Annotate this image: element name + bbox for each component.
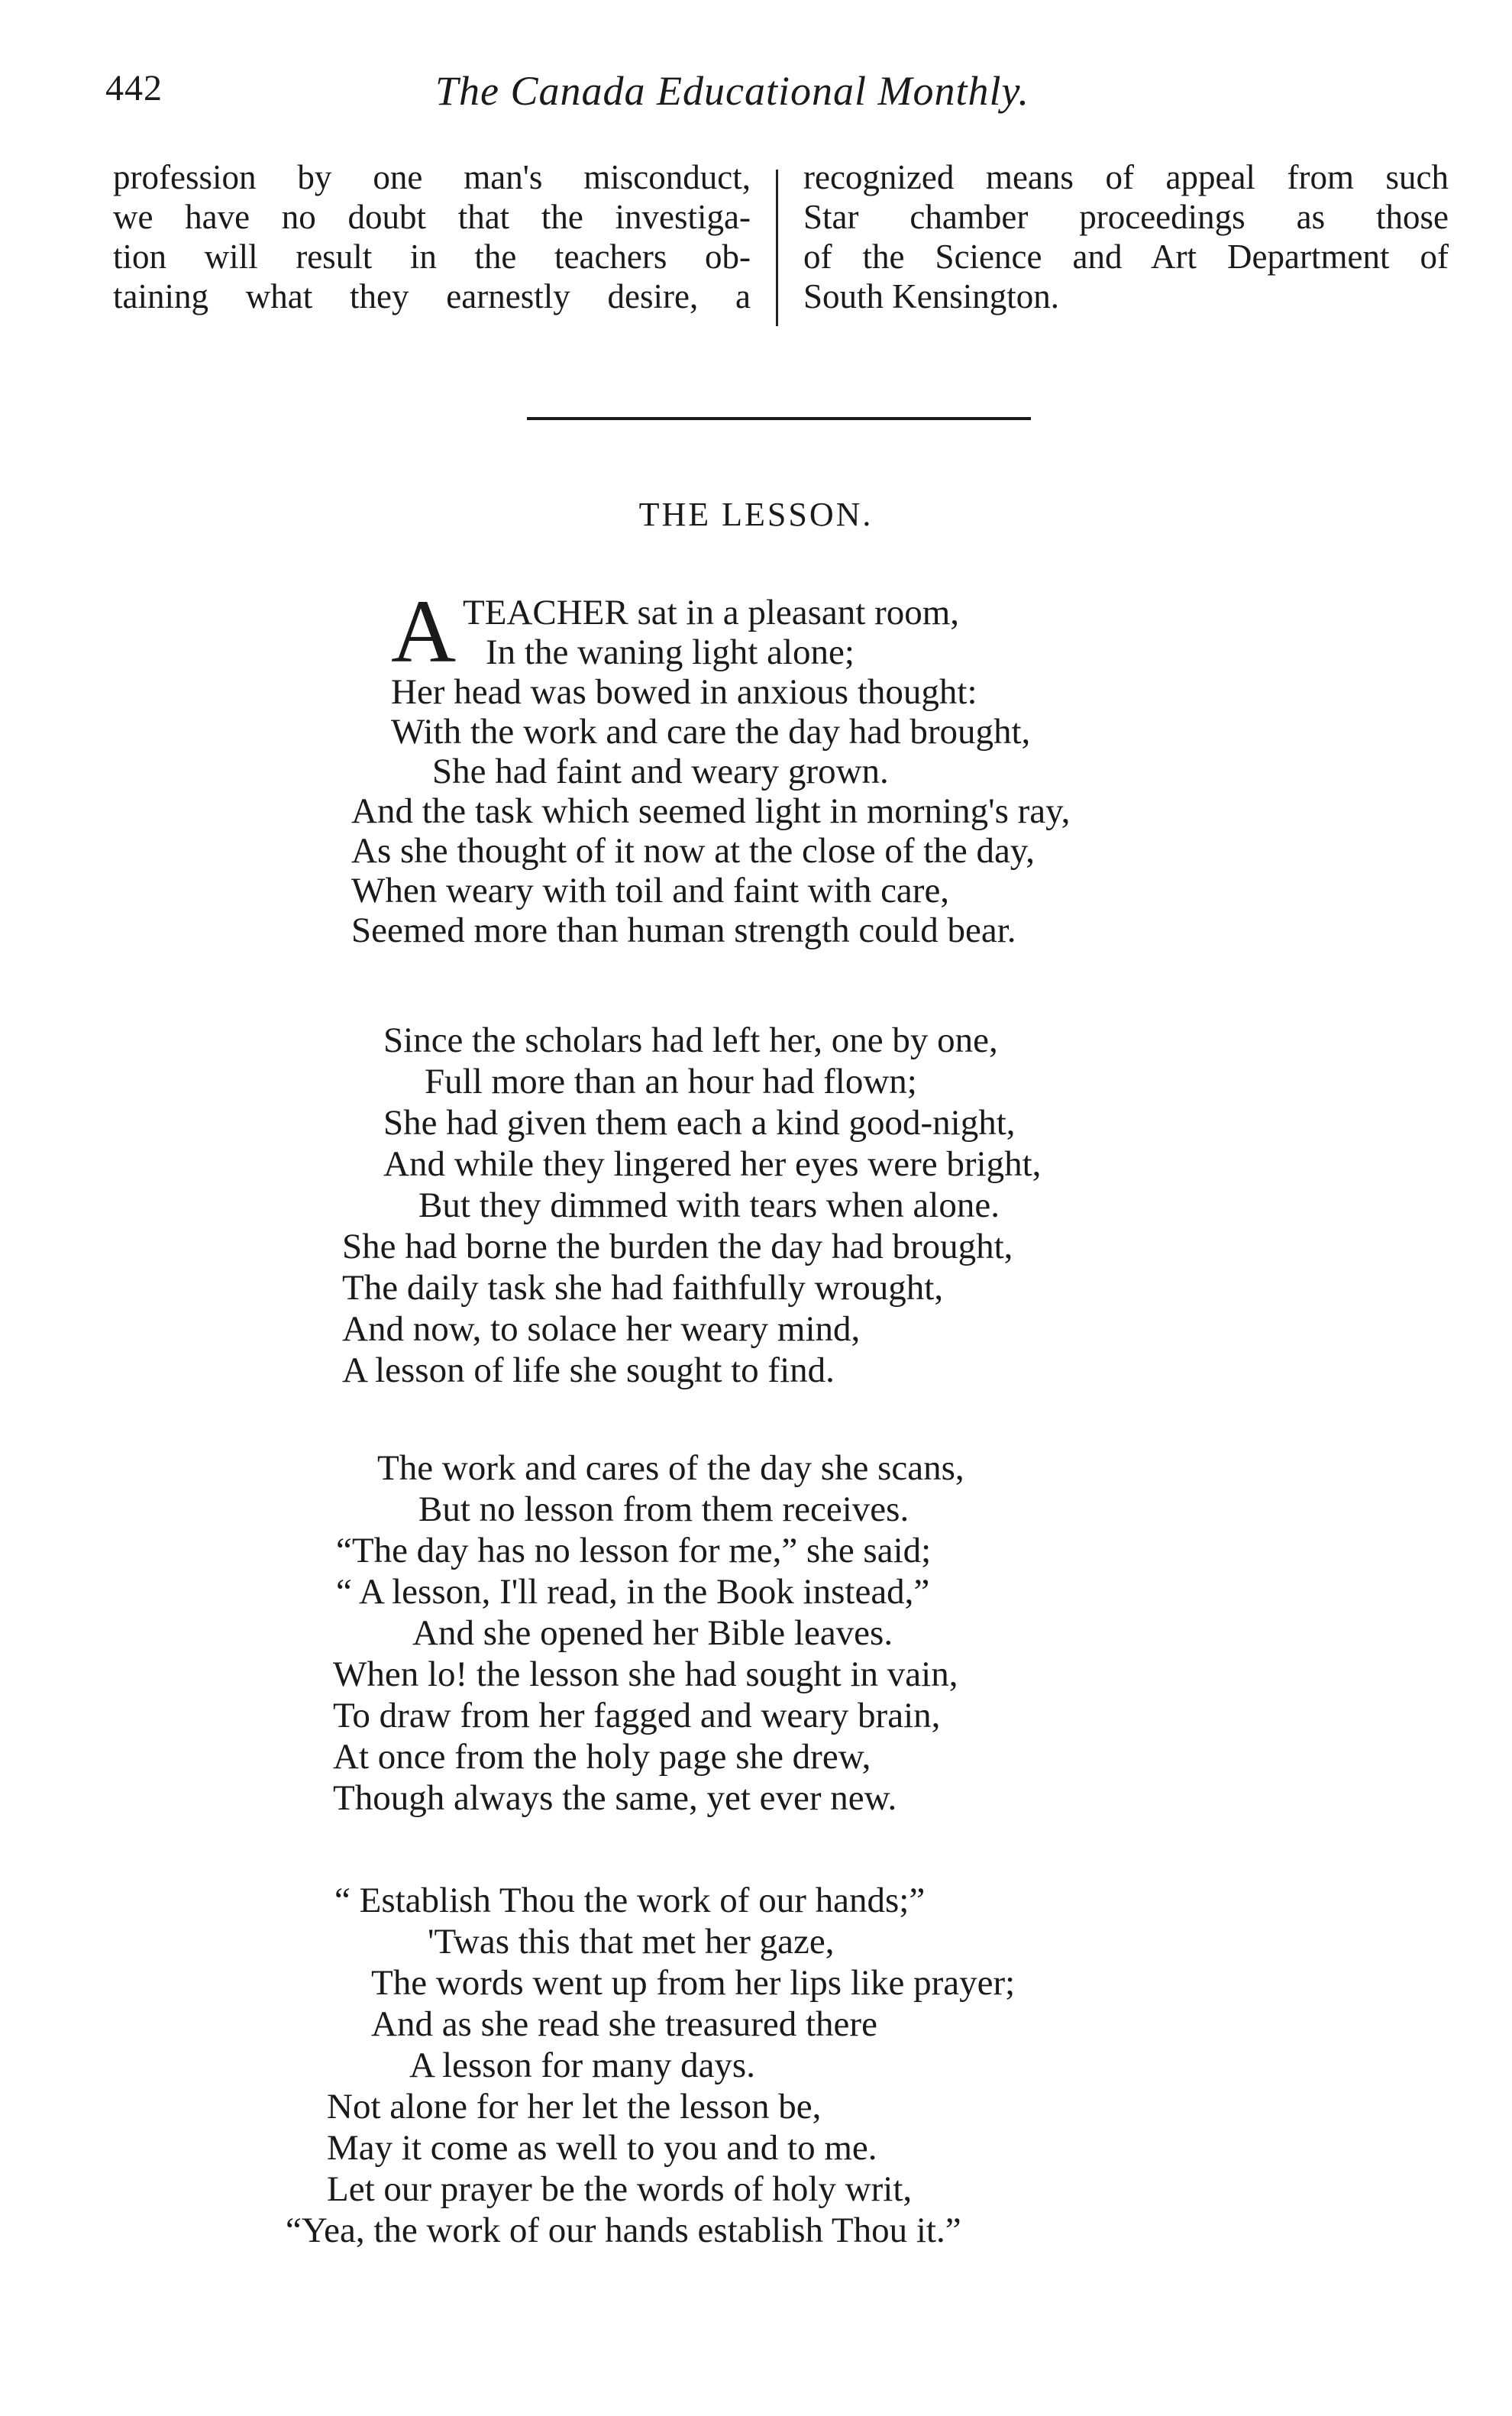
article-line: Star chamber proceedings as those — [803, 198, 1449, 236]
poem-line: Though always the same, yet ever new. — [333, 1778, 897, 1818]
poem-line: To draw from her fagged and weary brain, — [333, 1696, 941, 1735]
poem-line: 'Twas this that met her gaze, — [428, 1922, 835, 1962]
poem-line: At once from the holy page she drew, — [333, 1737, 871, 1777]
poem-line: Seemed more than human strength could bear. — [351, 910, 1016, 950]
running-title: The Canada Educational Monthly. — [435, 68, 1029, 114]
poem-line: A lesson for many days. — [409, 2046, 755, 2085]
poem-line: “ A lesson, I'll read, in the Book instead,” — [336, 1572, 930, 1612]
drop-cap: A — [391, 581, 457, 681]
poem-line: The work and cares of the day she scans, — [377, 1448, 964, 1488]
poem-line: Her head was bowed in anxious thought: — [391, 672, 977, 712]
poem-line: She had faint and weary grown. — [432, 752, 889, 791]
poem-line: She had given them each a kind good-night, — [383, 1103, 1016, 1143]
poem-line: Let our prayer be the words of holy writ, — [327, 2169, 913, 2209]
poem-line: And she opened her Bible leaves. — [412, 1613, 893, 1653]
section-divider-rule — [527, 417, 1031, 420]
article-line: tion will result in the teachers ob- — [113, 238, 751, 276]
column-divider — [776, 170, 778, 326]
poem-line: But no lesson from them receives. — [418, 1489, 909, 1529]
poem-line: In the waning light alone; — [486, 632, 855, 672]
poem-line: A lesson of life she sought to find. — [342, 1350, 835, 1390]
article-line: taining what they earnestly desire, a — [113, 277, 751, 315]
poem-title: THE LESSON. — [638, 496, 874, 533]
poem-line: TEACHER sat in a pleasant room, — [463, 593, 960, 632]
poem-line: And the task which seemed light in morning's ray, — [351, 791, 1071, 831]
article-line: South Kensington. — [803, 277, 1060, 315]
poem-line: Not alone for her let the lesson be, — [327, 2087, 822, 2127]
poem-line: “ Establish Thou the work of our hands;” — [334, 1881, 926, 1920]
poem-line: But they dimmed with tears when alone. — [418, 1185, 1000, 1225]
poem-line: Full more than an hour had flown; — [425, 1062, 917, 1101]
poem-line: Since the scholars had left her, one by one, — [383, 1020, 998, 1060]
poem-line: When weary with toil and faint with care, — [351, 871, 950, 910]
article-line: recognized means of appeal from such — [803, 158, 1449, 196]
article-left-column — [113, 157, 751, 316]
page-number: 442 — [105, 68, 163, 108]
poem-line: With the work and care the day had brought, — [391, 712, 1031, 752]
poem-line: “The day has no lesson for me,” she said; — [336, 1531, 932, 1570]
article-line: we have no doubt that the investiga- — [113, 198, 751, 236]
poem-line: And while they lingered her eyes were bright, — [383, 1144, 1042, 1184]
poem-line: The words went up from her lips like prayer; — [371, 1963, 1016, 2003]
poem-line: The daily task she had faithfully wrought, — [342, 1268, 944, 1308]
article-right-column — [803, 157, 1449, 316]
poem-line: As she thought of it now at the close of the day, — [351, 831, 1035, 871]
poem-line: And now, to solace her weary mind, — [342, 1309, 861, 1349]
article-line: of the Science and Art Department of — [803, 238, 1449, 276]
poem-line: “Yea, the work of our hands establish Thou it.” — [286, 2211, 961, 2250]
poem-line: And as she read she treasured there — [371, 2004, 877, 2044]
article-line: profession by one man's misconduct, — [113, 158, 751, 196]
poem-line: May it come as well to you and to me. — [327, 2128, 877, 2168]
poem-line: When lo! the lesson she had sought in vain, — [333, 1654, 958, 1694]
poem-line: She had borne the burden the day had brought, — [342, 1227, 1013, 1266]
